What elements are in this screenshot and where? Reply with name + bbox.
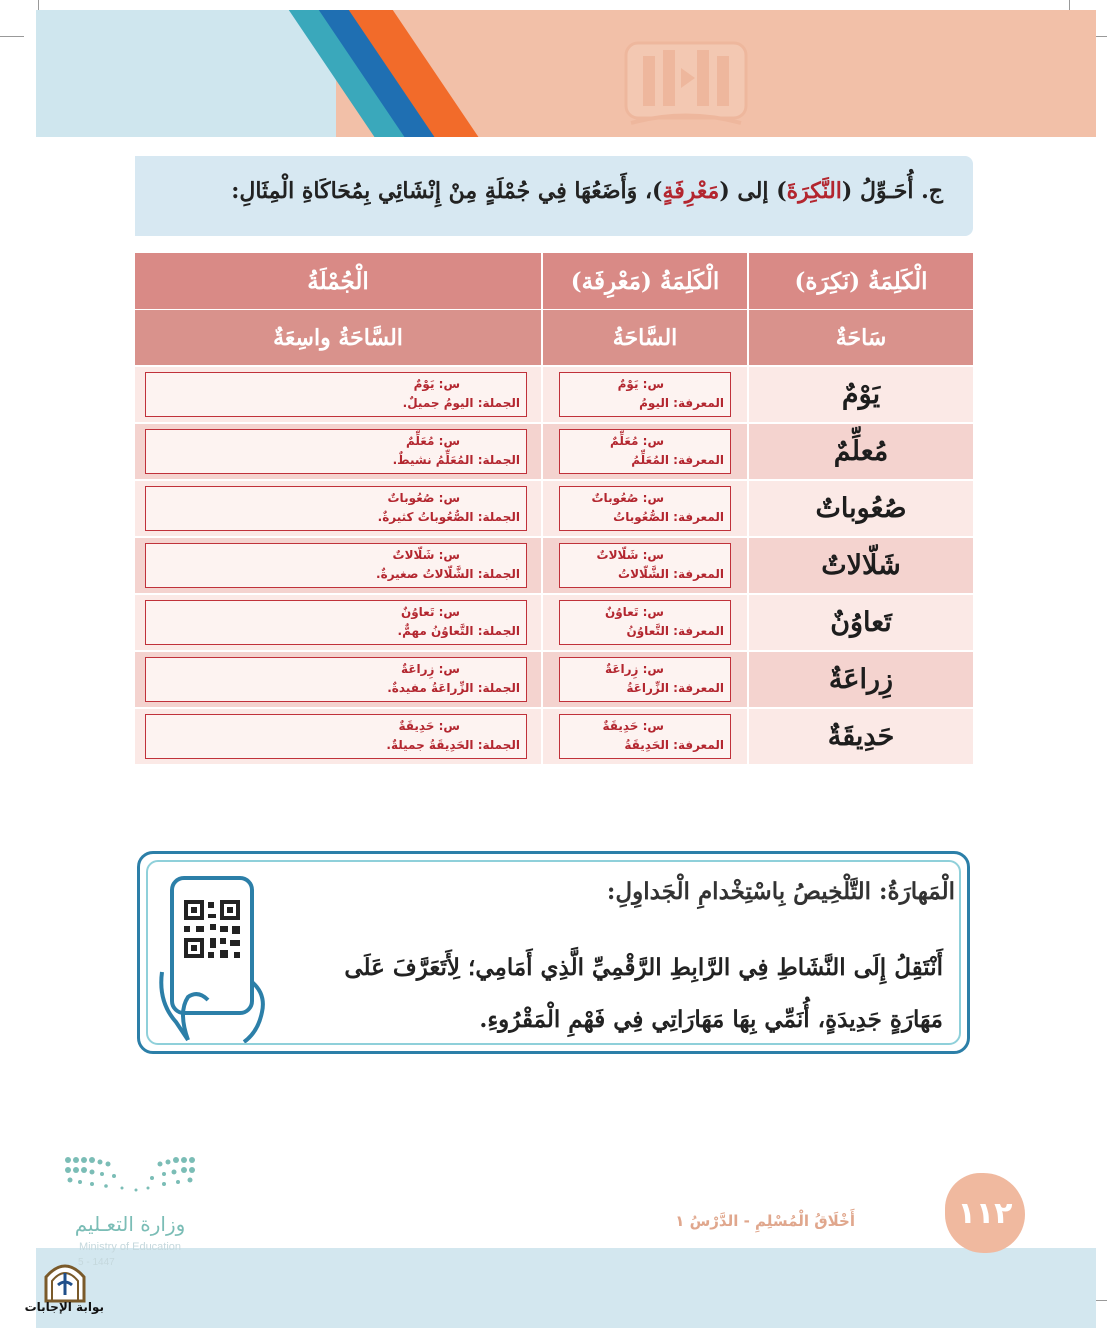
instruction-suffix: )، وَأَضَعُهَا فِي جُمْلَةٍ مِنْ إِنْشَائِي بِمُحَاكَاةِ الْمِثَالِ: — [231, 178, 663, 204]
word-nakira: صُعُوباتٌ — [749, 481, 973, 536]
answer-line: الجملة: الزِّراعَةُ مفيدةٌ. — [387, 681, 520, 695]
table-row — [135, 652, 973, 707]
page-number-badge: ١١٢ — [945, 1173, 1025, 1253]
example-sentence: السَّاحَةُ واسِعَةٌ — [135, 310, 541, 365]
sentence-cell — [135, 709, 541, 764]
example-maarifa: السَّاحَةُ — [543, 310, 747, 365]
ministry-year: 5 - 1447 — [78, 1257, 115, 1268]
sentence-cell — [135, 424, 541, 479]
sentence-cell — [135, 652, 541, 707]
skill-text-line2: مَهَارَةٍ جَدِيدَةٍ، أُنَمِّي بِهَا مَهَارَاتِي فِي فَهْمِ الْمَقْرُوءِ. — [479, 1006, 943, 1033]
answer-line: المعرفة: الزِّراعَةُ — [626, 681, 724, 695]
word-nakira: مُعلِّمٌ — [749, 424, 973, 479]
answer-line: س: صُعُوباتٌ — [591, 491, 664, 505]
maarifa-cell — [543, 538, 747, 593]
answer-box-sentence[interactable] — [145, 600, 527, 645]
answer-line: س: مُعَلِّمٌ — [609, 434, 664, 448]
maarifa-cell — [543, 595, 747, 650]
answer-line: المعرفة: الشَّلّالاتُ — [618, 567, 724, 581]
answer-line: س: مُعَلِّمٌ — [405, 434, 460, 448]
instruction-prefix: ج. أُحَـوِّلُ ( — [841, 178, 943, 204]
site-logo-icon[interactable] — [42, 1255, 88, 1303]
answer-line: س: يَوْمٌ — [413, 377, 460, 391]
header-light-panel — [36, 10, 336, 137]
skill-text-line1: أَنْتَقِلُ إِلَى النَّشَاطِ فِي الرَّابِطِ الرَّقْمِيِّ الَّذِي أَمَامِي؛ لِأَتَعَرَّفَ عَلَى — [344, 954, 943, 981]
crop-mark — [0, 36, 24, 37]
instruction-bar — [135, 156, 973, 236]
instruction-nakira: النَّكِرَةَ — [786, 178, 842, 204]
answer-line: المعرفة: الصُّعُوباتُ — [613, 510, 724, 524]
answer-box-maarifa[interactable] — [559, 714, 731, 759]
maarifa-cell — [543, 481, 747, 536]
answer-line: س: تَعاوُنٌ — [400, 605, 460, 619]
answer-line: س: حَدِيقَةٌ — [398, 719, 460, 733]
ministry-logo-icon — [60, 1152, 200, 1200]
answer-line: س: شَلّالاتٌ — [596, 548, 664, 562]
footer-band — [36, 1248, 1096, 1328]
word-nakira: حَدِيقَةٌ — [749, 709, 973, 764]
maarifa-cell — [543, 367, 747, 422]
answer-line: س: تَعاوُنٌ — [604, 605, 664, 619]
ministry-name-ar: وزارة التعـليم — [74, 1212, 186, 1236]
maarifa-cell — [543, 709, 747, 764]
sentence-cell — [135, 538, 541, 593]
answer-line: س: يَوْمٌ — [617, 377, 664, 391]
table-row — [135, 538, 973, 593]
instruction-middle: ) إلى ( — [719, 178, 787, 204]
answer-box-maarifa[interactable] — [559, 657, 731, 702]
answer-box-maarifa[interactable] — [559, 543, 731, 588]
answer-box-maarifa[interactable] — [559, 600, 731, 645]
lesson-reference: أَخْلَاقُ الْمُسْلِمِ - الدَّرْسُ ١ — [675, 1212, 855, 1230]
header-maarifa: الْكَلِمَةُ (مَعْرِفَة) — [543, 253, 747, 309]
answer-box-sentence[interactable] — [145, 429, 527, 474]
answer-line: الجملة: التَّعاوُنُ مهمٌّ. — [397, 624, 520, 638]
answer-line: س: زِراعَةٌ — [401, 662, 460, 676]
skill-text — [283, 942, 943, 1046]
phone-qr-icon[interactable] — [158, 872, 266, 1047]
word-nakira: يَوْمٌ — [749, 367, 973, 422]
header-band — [36, 10, 1096, 137]
table-header-row — [135, 253, 973, 309]
answer-box-sentence[interactable] — [145, 657, 527, 702]
answer-line: الجملة: المُعَلِّمُ نشيطٌ. — [392, 453, 520, 467]
answer-line: المعرفة: التَّعاوُنُ — [626, 624, 724, 638]
answer-line: س: شَلّالاتٌ — [392, 548, 460, 562]
word-nakira: شَلّالاتٌ — [749, 538, 973, 593]
maarifa-cell — [543, 652, 747, 707]
sentence-cell — [135, 481, 541, 536]
book-logo-icon — [621, 38, 751, 137]
sentence-cell — [135, 595, 541, 650]
answer-box-sentence[interactable] — [145, 486, 527, 531]
table-row — [135, 424, 973, 479]
answer-box-sentence[interactable] — [145, 543, 527, 588]
answer-line: الجملة: الحَدِيقَةُ جميلةٌ. — [386, 738, 520, 752]
table-example-row — [135, 310, 973, 365]
answer-line: المعرفة: المُعَلِّمُ — [631, 453, 724, 467]
answer-line: المعرفة: اليومُ — [639, 396, 724, 410]
answer-line: س: زِراعَةٌ — [605, 662, 664, 676]
answer-line: المعرفة: الحَدِيقَةُ — [624, 738, 724, 752]
answer-box-maarifa[interactable] — [559, 372, 731, 417]
site-name: بوابة الإجابات — [24, 1300, 104, 1314]
table-row — [135, 367, 973, 422]
answer-line: الجملة: الصُّعُوباتُ كثيرةٌ. — [377, 510, 520, 524]
answer-line: س: صُعُوباتٌ — [387, 491, 460, 505]
header-sentence: الْجُمْلَةُ — [135, 253, 541, 309]
answer-box-maarifa[interactable] — [559, 429, 731, 474]
skill-box — [137, 851, 970, 1054]
answer-box-sentence[interactable] — [145, 372, 527, 417]
vocab-table — [135, 253, 973, 767]
table-row — [135, 481, 973, 536]
sentence-cell — [135, 367, 541, 422]
example-nakira: سَاحَةٌ — [749, 310, 973, 365]
answer-line: س: حَدِيقَةٌ — [602, 719, 664, 733]
answer-box-maarifa[interactable] — [559, 486, 731, 531]
instruction-maarifa: مَعْرِفَةٍ — [662, 178, 720, 204]
answer-box-sentence[interactable] — [145, 714, 527, 759]
skill-title: الْمَهارَةُ: التَّلْخِيصُ بِاسْتِخْدامِ الْجَداوِلِ: — [606, 878, 955, 905]
table-row — [135, 595, 973, 650]
word-nakira: زِراعَةٌ — [749, 652, 973, 707]
answer-line: الجملة: الشَّلّالاتُ صغيرةٌ. — [376, 567, 520, 581]
answer-line: الجملة: اليومُ جميلٌ. — [402, 396, 520, 410]
word-nakira: تَعاوُنٌ — [749, 595, 973, 650]
instruction-text — [231, 178, 943, 204]
table-row — [135, 709, 973, 764]
ministry-name-en: Ministry of Education — [78, 1241, 182, 1253]
header-nakira: الْكَلِمَةُ (نَكِرَة) — [749, 253, 973, 309]
maarifa-cell — [543, 424, 747, 479]
